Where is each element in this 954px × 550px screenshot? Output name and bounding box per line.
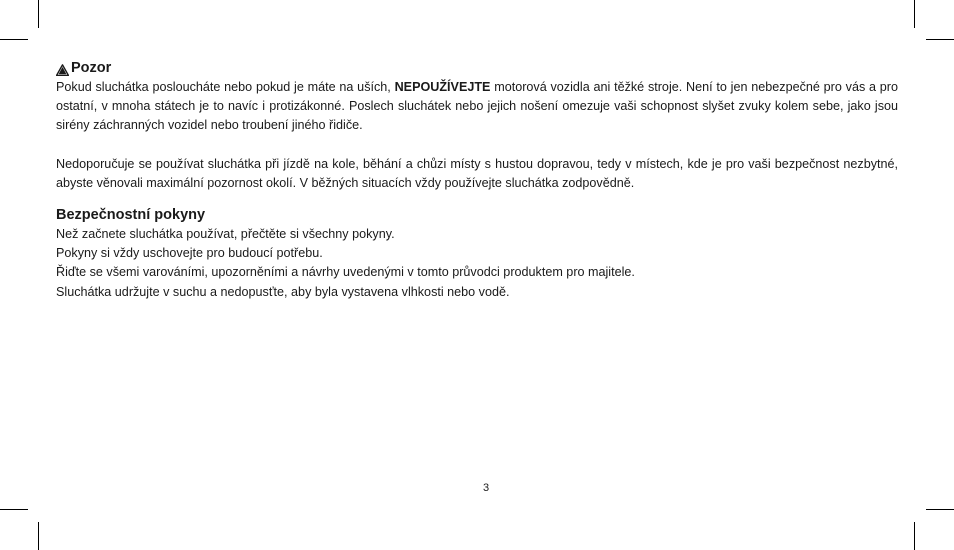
warning-triangle-icon — [56, 62, 69, 74]
crop-mark-top-right-horizontal — [926, 39, 954, 40]
safety-heading: Bezpečnostní pokyny — [56, 207, 206, 224]
warning-p1-bold: NEPOUŽÍVEJTE — [394, 80, 491, 94]
spacer — [56, 193, 898, 205]
page-number: 3 — [482, 482, 490, 494]
crop-mark-bottom-right-vertical — [914, 522, 915, 550]
warning-p1-after: motorová vozidla ani těžké stroje. Není to jen nebezpečné pro vás a pro ostatní, v mnoha státech je to navíc i protizákonné. Poslech sluchátek nebo jejich nošení omezuje vaši schopnost slyšet zvuky kolem sebe, jako jsou sirény záchranných vozidel nebo troubení jiného řidiče. — [56, 80, 899, 133]
safety-line: Řiďte se všemi varováními, upozorněními a návrhy uvedenými v tomto průvodci produktem pro majitele. — [56, 265, 635, 280]
crop-mark-bottom-left-horizontal — [0, 509, 28, 510]
spacer — [56, 136, 898, 155]
warning-heading — [56, 58, 898, 78]
crop-mark-bottom-right-horizontal — [926, 509, 954, 510]
safety-line: Sluchátka udržujte v suchu a nedopusťte, aby byla vystavena vlhkosti nebo vodě. — [56, 284, 510, 299]
warning-title: Pozor — [71, 60, 112, 76]
safety-line: Pokyny si vždy uschovejte pro budoucí potřebu. — [56, 246, 323, 261]
crop-mark-top-left-horizontal — [0, 39, 28, 40]
crop-mark-bottom-left-vertical — [38, 522, 39, 550]
crop-mark-top-left-vertical — [38, 0, 39, 28]
page-content — [56, 58, 898, 302]
warning-p1-before: Pokud sluchátka posloucháte nebo pokud je máte na uších, — [56, 80, 395, 94]
safety-line: Než začnete sluchátka používat, přečtěte si všechny pokyny. — [56, 227, 395, 242]
warning-paragraph-1 — [56, 78, 898, 136]
crop-mark-top-right-vertical — [914, 0, 915, 28]
warning-paragraph-2: Nedoporučuje se používat sluchátka při jízdě na kole, běhání a chůzi místy s hustou dopravou, tedy v místech, kde je pro vaši bezpečnost nezbytné, abyste věnovali maximální pozornost okolí. V běžných situacích vždy používejte sluchátka zodpovědně. — [56, 156, 898, 190]
